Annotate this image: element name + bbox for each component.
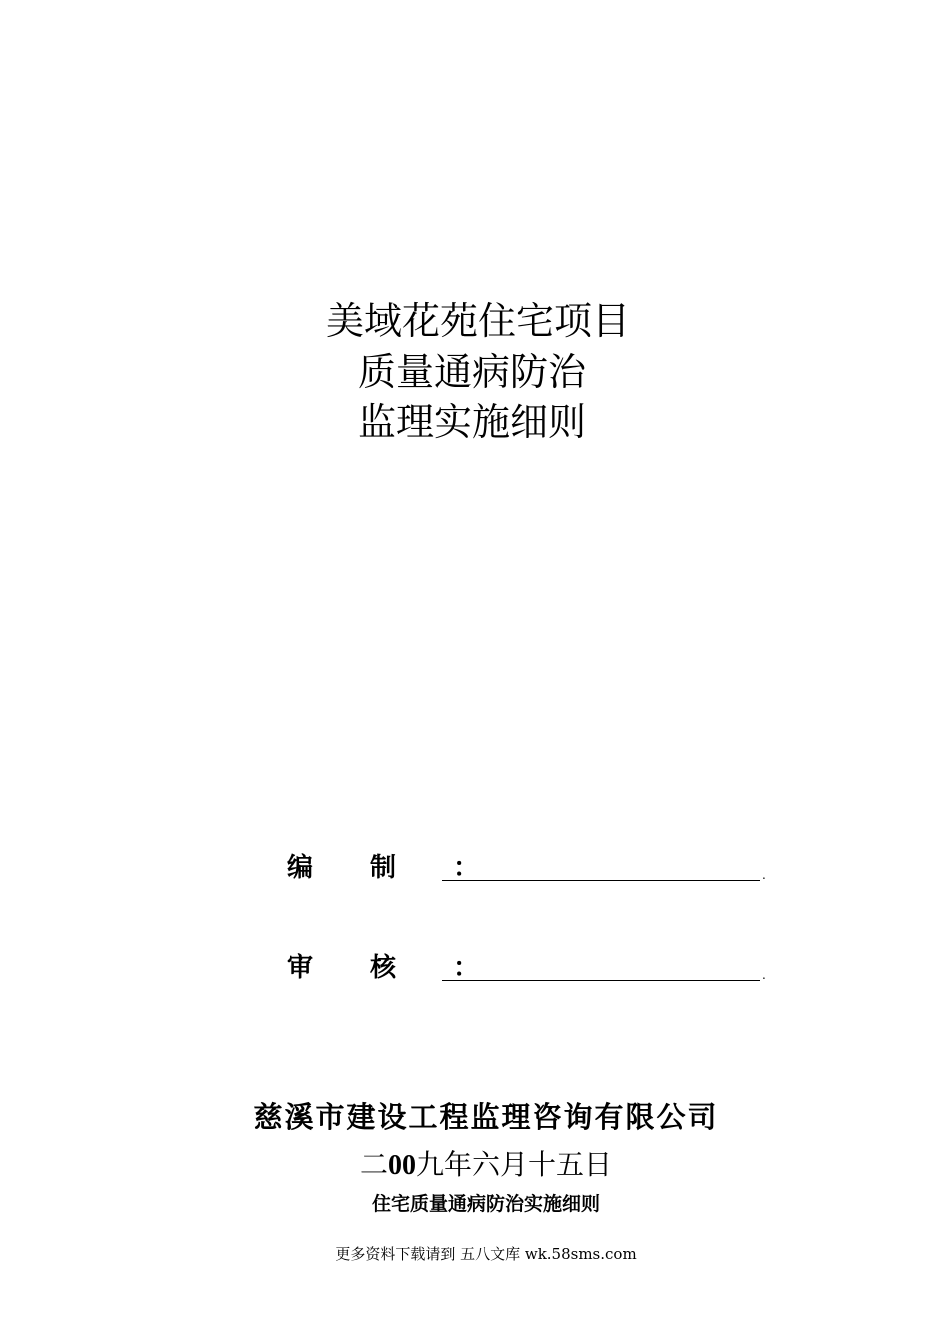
reviewer-line-end-mark: . — [762, 968, 766, 982]
document-date — [0, 1146, 950, 1185]
editor-label: 编 制 ： — [287, 853, 504, 883]
editor-signature-row — [287, 850, 767, 890]
document-running-label: 住宅质量通病防治实施细则 — [371, 1193, 600, 1215]
reviewer-signature-row — [287, 950, 767, 990]
editor-line-end-mark: . — [762, 868, 766, 882]
date-prefix: 二 — [359, 1148, 388, 1181]
title-line-project: 美域花苑住宅项目 — [326, 299, 631, 343]
company-name: 慈溪市建设工程监理咨询有限公司 — [253, 1100, 719, 1134]
title-line-subject: 质量通病防治 — [358, 350, 587, 394]
reviewer-signature-line — [442, 980, 760, 981]
footer-note: 更多资料下载请到 五八文库 wk.58sms.com — [335, 1245, 637, 1263]
date-suffix: 九年六月十五日 — [416, 1148, 613, 1181]
editor-signature-line — [442, 880, 760, 881]
date-digits: 00 — [388, 1150, 416, 1181]
title-line-doc-type: 监理实施细则 — [358, 400, 587, 444]
reviewer-label: 审 核 ： — [287, 953, 504, 983]
